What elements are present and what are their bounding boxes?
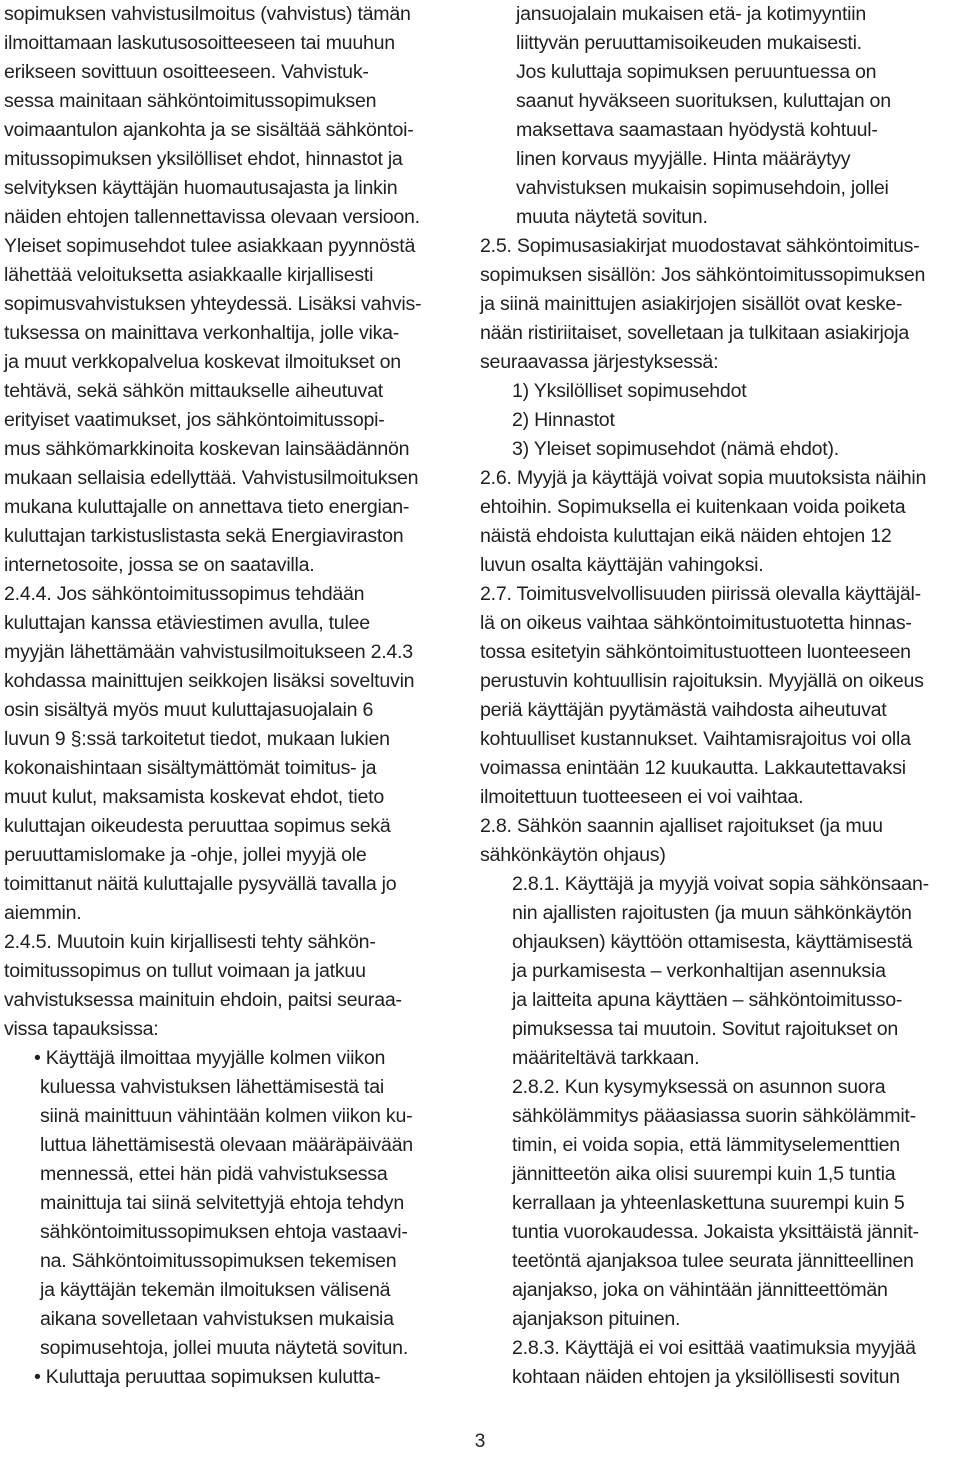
page-number: 3 — [474, 1431, 486, 1452]
text-line: kuluttajan oikeudesta peruuttaa sopimus sekä — [4, 815, 391, 837]
text-line: ja muut verkkopalvelua koskevat ilmoitukset on — [4, 351, 401, 373]
text-line: 2.4.5. Muutoin kuin kirjallisesti tehty sähkön- — [4, 931, 376, 953]
text-line: tuksessa on mainittava verkonhaltija, jolle vika- — [4, 322, 400, 344]
list-item: 3) Yleiset sopimusehdot (nämä ehdot). — [512, 438, 839, 460]
subsection-line: tuntia vuorokaudessa. Jokaista yksittäistä jännit- — [512, 1221, 919, 1243]
text-line: muut kulut, maksamista koskevat ehdot, tieto — [4, 786, 384, 808]
text-line: sopimuksen vahvistusilmoitus (vahvistus) tämän — [4, 3, 411, 25]
text-line: sopimuksen sisällön: Jos sähköntoimitussopimuksen — [480, 264, 926, 286]
right-column — [480, 0, 958, 1392]
text-line: kokonaishintaan sisältymättömät toimitus- ja — [4, 757, 377, 779]
bullet-continuation: na. Sähköntoimitussopimuksen tekemisen — [40, 1250, 397, 1272]
subsection-line: 2.8.3. Käyttäjä ei voi esittää vaatimuksia myyjää — [512, 1337, 916, 1359]
bullet-line: • Käyttäjä ilmoittaa myyjälle kolmen viikon — [34, 1047, 386, 1069]
bullet-continuation: mainittuja tai siinä selvitettyjä ehtoja tehdyn — [40, 1192, 405, 1214]
text-line: ehtoihin. Sopimuksella ei kuitenkaan voida poiketa — [480, 496, 906, 518]
text-line: selvityksen käyttäjän huomautusajasta ja linkin — [4, 177, 398, 199]
text-line: kuluttajan tarkistuslistasta sekä Energiaviraston — [4, 525, 404, 547]
text-line: mus sähkömarkkinoita koskevan lainsäädännön — [4, 438, 410, 460]
bullet-continuation: aikana sovelletaan vahvistuksen mukaisia — [40, 1308, 394, 1330]
text-line: kuluttajan kanssa etäviestimen avulla, tulee — [4, 612, 370, 634]
subsection-line: ajanjakson pituinen. — [512, 1308, 681, 1330]
bullet-continuation: maksettava saamastaan hyödystä kohtuul- — [516, 119, 878, 141]
subsection-line: timin, ei voida sopia, että lämmityselementtien — [512, 1134, 900, 1156]
text-line: perustuvin kohtuullisin rajoituksin. Myyjällä on oikeus — [480, 670, 924, 692]
text-line: peruuttamislomake ja -ohje, jollei myyjä ole — [4, 844, 367, 866]
bullet-continuation: kuluessa vahvistuksen lähettämisestä tai — [40, 1076, 384, 1098]
text-line: luvun osalta käyttäjän vahingoksi. — [480, 554, 764, 576]
subsection-line: jännitteetön aika olisi suurempi kuin 1,5 tuntia — [512, 1163, 896, 1185]
text-line: näiden ehtojen tallennettavissa olevaan versioon. — [4, 206, 420, 228]
text-line: voimaantulon ajankohta ja se sisältää sähköntoi- — [4, 119, 414, 141]
text-line: voimassa enintään 12 kuukautta. Lakkautettavaksi — [480, 757, 906, 779]
list-item: 2) Hinnastot — [512, 409, 615, 431]
text-line: erityiset vaatimukset, jos sähköntoimitussopi- — [4, 409, 385, 431]
subsection-line: kerrallaan ja yhteenlaskettuna suurempi kuin 5 — [512, 1192, 905, 1214]
subsection-line: ohjauksen) käyttöön ottamisesta, käyttämisestä — [512, 931, 913, 953]
text-line: toimitussopimus on tullut voimaan ja jatkuu — [4, 960, 366, 982]
bullet-continuation: ja käyttäjän tekemän ilmoituksen välisenä — [40, 1279, 391, 1301]
text-line: myyjän lähettämään vahvistusilmoitukseen 2.4.3 — [4, 641, 413, 663]
subsection-line: sähkölämmitys pääasiassa suorin sähkölämmit- — [512, 1105, 916, 1127]
text-line: 2.8. Sähkön saannin ajalliset rajoitukset (ja muu — [480, 815, 883, 837]
bullet-continuation: sopimusehtoja, jollei muuta näytetä sovitun. — [40, 1337, 409, 1359]
text-line: näistä ehdoista kuluttajan eikä näiden ehtojen 12 — [480, 525, 892, 547]
text-line: sopimusvahvistuksen yhteydessä. Lisäksi vahvis- — [4, 293, 422, 315]
text-line: periä käyttäjän pyytämästä vaihdosta aiheutuvat — [480, 699, 887, 721]
text-line: erikseen sovittuun osoitteeseen. Vahvistuk- — [4, 61, 369, 83]
text-line: 2.7. Toimitusvelvollisuuden piirissä olevalla käyttäjäl- — [480, 583, 921, 605]
list-item: 1) Yksilölliset sopimusehdot — [512, 380, 747, 402]
text-line: mukana kuluttajalle on annettava tieto energian- — [4, 496, 410, 518]
left-column — [4, 0, 456, 1392]
text-line: ilmoitettuun tuotteeseen ei voi vaihtaa. — [480, 786, 804, 808]
text-line: sessa mainitaan sähköntoimitussopimuksen — [4, 90, 377, 112]
subsection-line: teetöntä ajanjaksoa tulee seurata jännitteellinen — [512, 1250, 914, 1272]
text-line: osin sisältyä myös muut kuluttajasuojalain 6 — [4, 699, 374, 721]
bullet-continuation: muuta näytetä sovitun. — [516, 206, 708, 228]
bullet-continuation: saanut hyväkseen suorituksen, kuluttajan on — [516, 90, 891, 112]
text-line: nään ristiriitaiset, sovelletaan ja tulkitaan asiakirjoja — [480, 322, 910, 344]
subsection-line: 2.8.2. Kun kysymyksessä on asunnon suora — [512, 1076, 886, 1098]
text-line: ja siinä mainittujen asiakirjojen sisällöt ovat keske- — [480, 293, 903, 315]
subsection-line: määriteltävä tarkkaan. — [512, 1047, 700, 1069]
text-line: Yleiset sopimusehdot tulee asiakkaan pyynnöstä — [4, 235, 416, 257]
bullet-line: • Kuluttaja peruuttaa sopimuksen kulutta- — [34, 1366, 381, 1388]
bullet-continuation: liittyvän peruuttamisoikeuden mukaisesti. — [516, 32, 862, 54]
text-line: lä on oikeus vaihtaa sähköntoimitustuotetta hinnas- — [480, 612, 912, 634]
subsection-line: ja purkamisesta – verkonhaltijan asennuksia — [512, 960, 886, 982]
subsection-line: 2.8.1. Käyttäjä ja myyjä voivat sopia sähkönsaan- — [512, 873, 929, 895]
text-line: lähettää veloituksetta asiakkaalle kirjallisesti — [4, 264, 374, 286]
text-line: internetosoite, jossa se on saatavilla. — [4, 554, 315, 576]
subsection-line: ja laitteita apuna käyttäen – sähköntoimitusso- — [512, 989, 903, 1011]
bullet-continuation: linen korvaus myyjälle. Hinta määräytyy — [516, 148, 851, 170]
subsection-line: pimuksessa tai muutoin. Sovitut rajoitukset on — [512, 1018, 899, 1040]
text-line: tehtävä, sekä sähkön mittaukselle aiheutuvat — [4, 380, 383, 402]
bullet-continuation: vahvistuksen mukaisin sopimusehdoin, jollei — [516, 177, 889, 199]
bullet-continuation: sähköntoimitussopimuksen ehtoja vastaavi- — [40, 1221, 408, 1243]
text-line: aiemmin. — [4, 902, 82, 924]
text-line: luvun 9 §:ssä tarkoitetut tiedot, mukaan lukien — [4, 728, 390, 750]
bullet-continuation: luttua lähettämisestä olevaan määräpäivään — [40, 1134, 413, 1156]
bullet-continuation: Jos kuluttaja sopimuksen peruuntuessa on — [516, 61, 877, 83]
subsection-line: ajanjakso, joka on vähintään jännitteettömän — [512, 1279, 888, 1301]
text-line: toimittanut näitä kuluttajalle pysyvällä tavalla jo — [4, 873, 397, 895]
text-line: vahvistuksessa mainituin ehdoin, paitsi seuraa- — [4, 989, 402, 1011]
bullet-continuation: siinä mainittuun vähintään kolmen viikon ku- — [40, 1105, 413, 1127]
text-line: vissa tapauksissa: — [4, 1018, 159, 1040]
text-line: mukaan sellaisia edellyttää. Vahvistusilmoituksen — [4, 467, 419, 489]
subsection-line: kohtaan näiden ehtojen ja yksilöllisesti sovitun — [512, 1366, 900, 1388]
text-line: kohdassa mainittujen seikkojen lisäksi soveltuvin — [4, 670, 415, 692]
text-line: 2.4.4. Jos sähköntoimitussopimus tehdään — [4, 583, 365, 605]
bullet-continuation: jansuojalain mukaisen etä- ja kotimyyntiin — [516, 3, 866, 25]
bullet-continuation: mennessä, ettei hän pidä vahvistuksessa — [40, 1163, 388, 1185]
text-line: 2.5. Sopimusasiakirjat muodostavat sähköntoimitus- — [480, 235, 920, 257]
text-line: tossa esitetyin sähköntoimitustuotteen luonteeseen — [480, 641, 911, 663]
subsection-line: nin ajallisten rajoitusten (ja muun sähkönkäytön — [512, 902, 912, 924]
text-line: mitussopimuksen yksilölliset ehdot, hinnastot ja — [4, 148, 403, 170]
text-line: sähkönkäytön ohjaus) — [480, 844, 666, 866]
text-line: 2.6. Myyjä ja käyttäjä voivat sopia muutoksista näihin — [480, 467, 927, 489]
text-line: ilmoittamaan laskutusosoitteeseen tai muuhun — [4, 32, 395, 54]
text-line: kohtuulliset kustannukset. Vaihtamisrajoitus voi olla — [480, 728, 911, 750]
text-line: seuraavassa järjestyksessä: — [480, 351, 719, 373]
